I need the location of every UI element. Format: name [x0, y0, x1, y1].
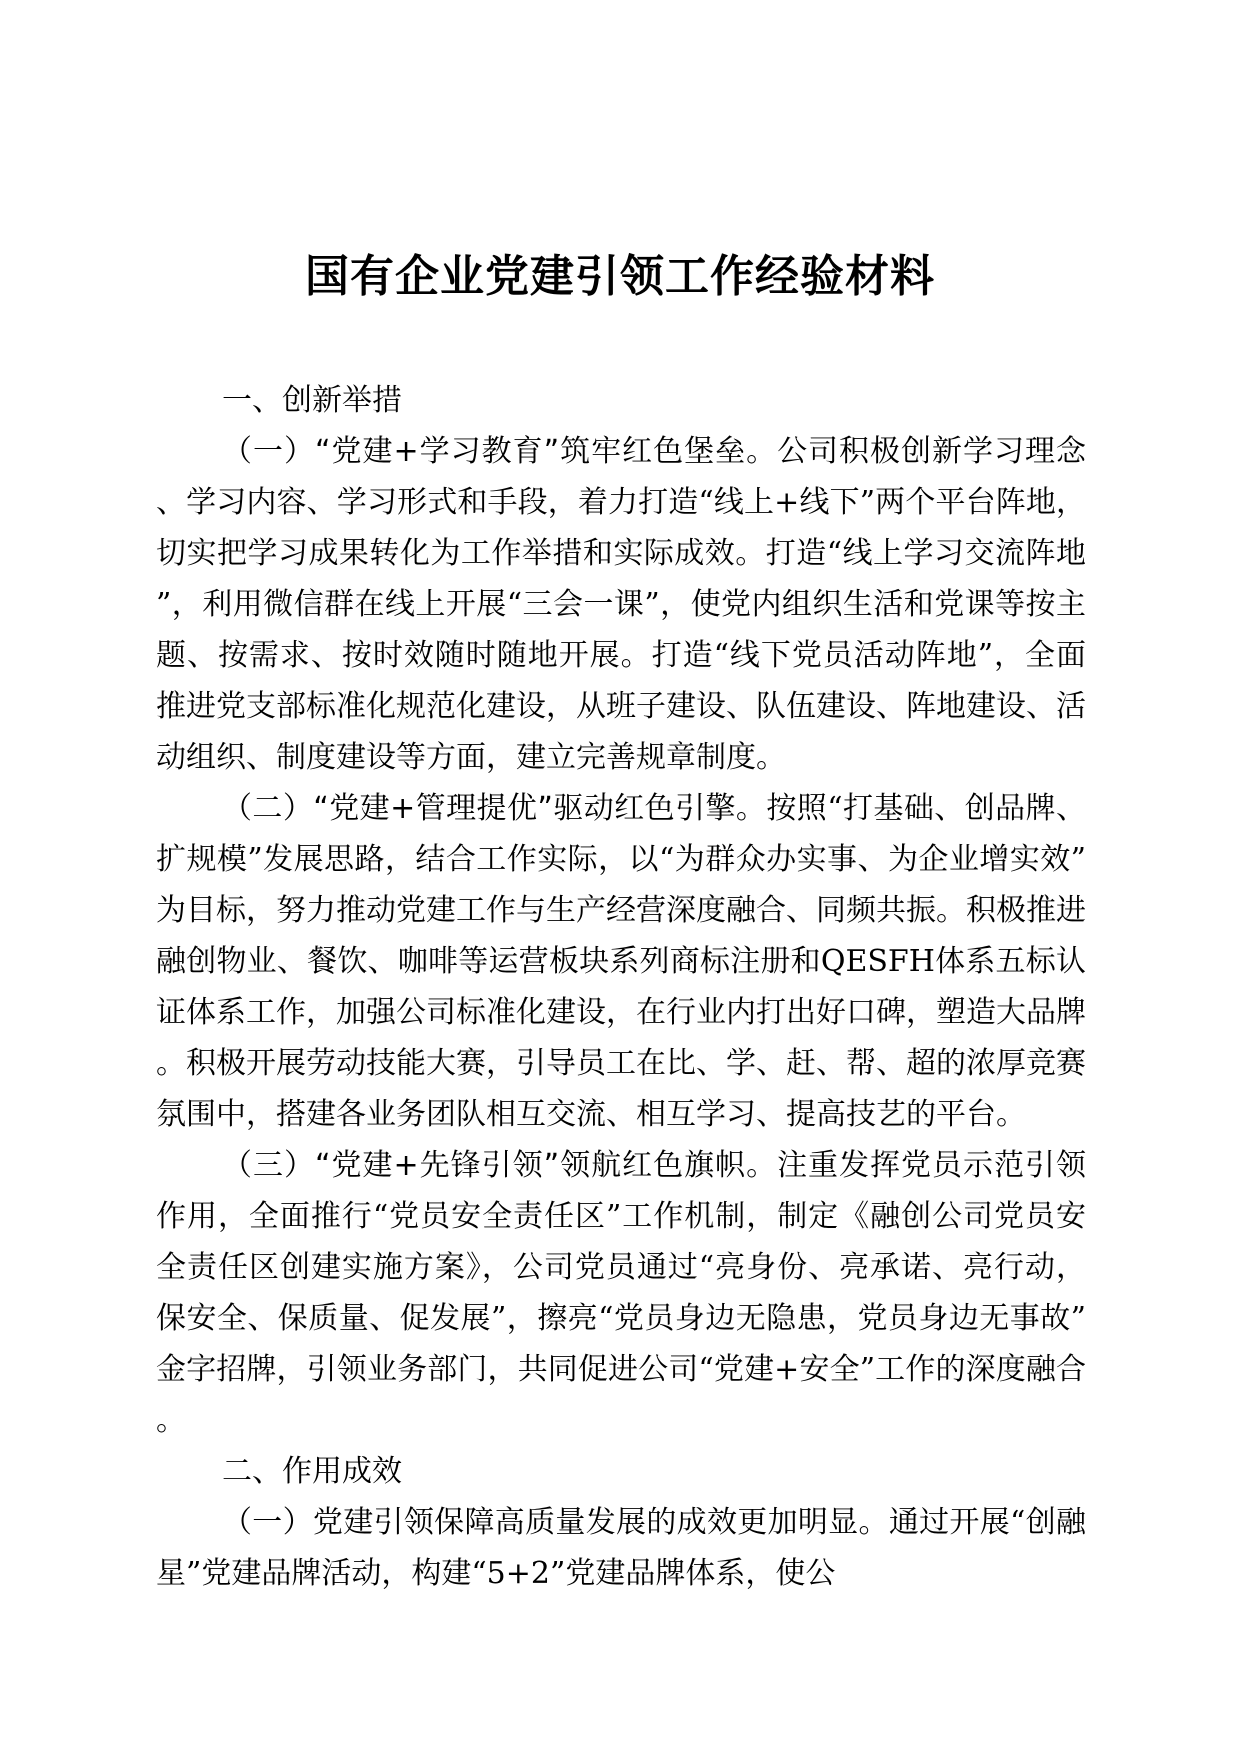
paragraph-text: 注重发挥党员示范引领作用，全面推行“党员安全责任区”工作机制，制定《融创公司党员安全责任区创建实施方案》，公司党员通过“亮身份、亮承诺、亮行动，保安全、保质量、促发展”，擦亮“党员身边无隐患，党员身边无事故”金字招牌，引领业务部门，共同促进公司“党建+安全”工作的深度融合。 [156, 1148, 1086, 1438]
paragraph-lead: （二）“党建+管理提优”驱动红色引擎。 [222, 791, 767, 826]
paragraph-lead: （三）“党建+先锋引领”领航红色旗帜。 [222, 1148, 778, 1183]
paragraph-lead: （一）“党建+学习教育”筑牢红色堡垒。 [222, 434, 778, 469]
paragraph-text: 公司积极创新学习理念、学习内容、学习形式和手段，着力打造“线上+线下”两个平台阵地，切实把学习成果转化为工作举措和实际成效。打造“线上学习交流阵地”，利用微信群在线上开展“三会一课”，使党内组织生活和党课等按主题、按需求、按时效随时随地开展。打造“线下党员活动阵地”，全面推进党支部标准化规范化建设，从班子建设、队伍建设、阵地建设、活动组织、制度建设等方面，建立完善规章制度。 [156, 434, 1086, 775]
document-body [156, 375, 1086, 1599]
paragraph-text: 通过开展“创融星”党建品牌活动，构建“5+2”党建品牌体系，使公 [156, 1505, 1087, 1591]
paragraph-lead: （一）党建引领保障高质量发展的成效更加明显。 [222, 1505, 889, 1540]
section-heading: 一、创新举措 [222, 383, 402, 418]
section-heading: 二、作用成效 [222, 1454, 402, 1489]
document-title: 国有企业党建引领工作经验材料 [305, 251, 935, 302]
paragraph [156, 1497, 1086, 1599]
paragraph-text: 按照“打基础、创品牌、扩规模”发展思路，结合工作实际，以“为群众办实事、为企业增实效”为目标，努力推动党建工作与生产经营深度融合、同频共振。积极推进融创物业、餐饮、咖啡等运营板块系列商标注册和QESFH体系五标认证体系工作，加强公司标准化建设，在行业内打出好口碑，塑造大品牌。积极开展劳动技能大赛，引导员工在比、学、赶、帮、超的浓厚竞赛氛围中，搭建各业务团队相互交流、相互学习、提高技艺的平台。 [156, 791, 1086, 1132]
paragraph [156, 426, 1086, 783]
paragraph [156, 1140, 1086, 1446]
paragraph [156, 783, 1086, 1140]
